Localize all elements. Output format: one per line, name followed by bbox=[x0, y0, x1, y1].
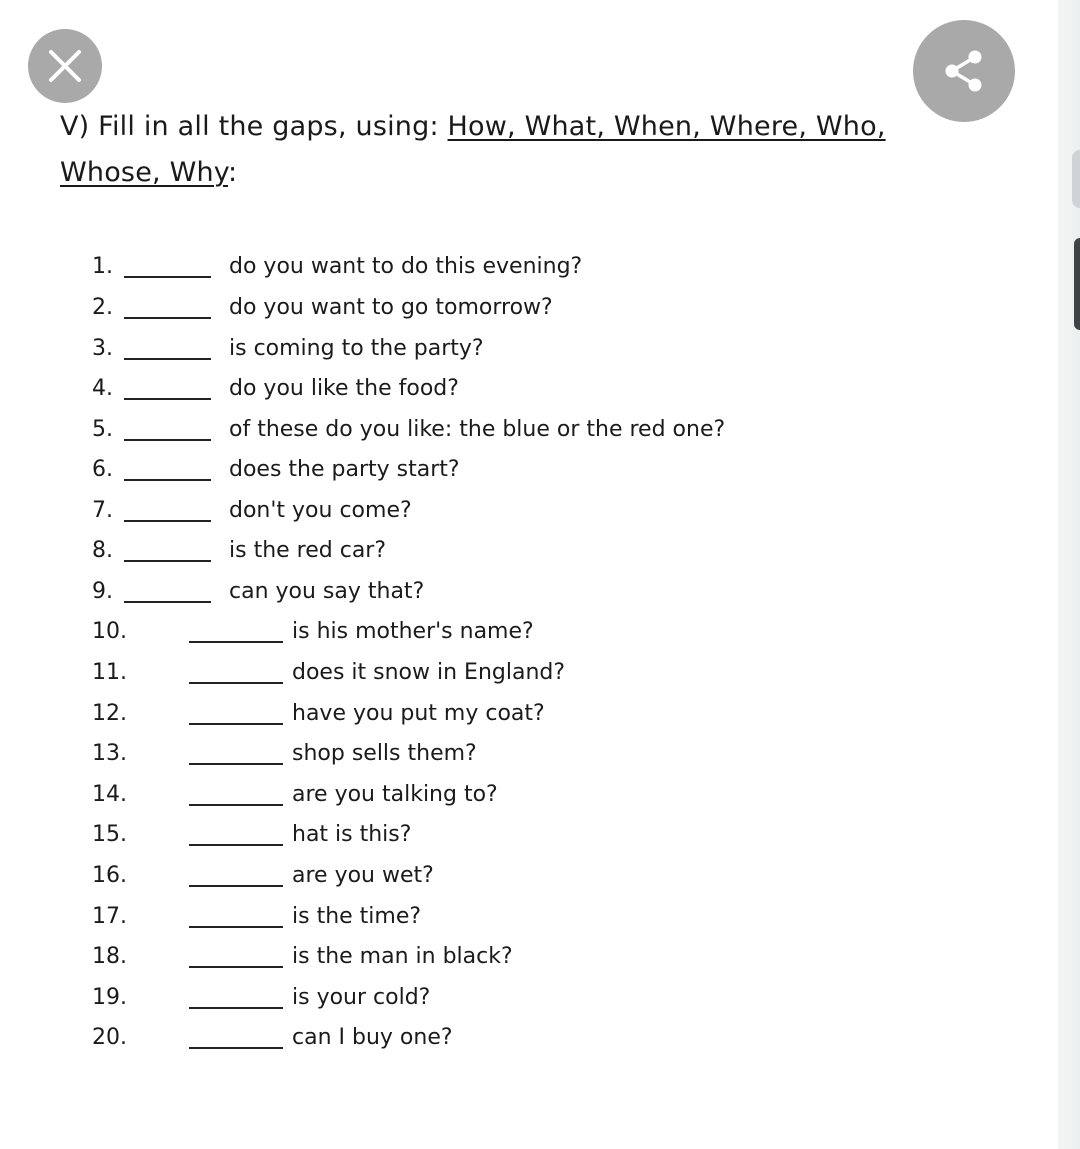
question-number: 3. bbox=[92, 336, 113, 361]
edge-tab-dark bbox=[1074, 238, 1080, 330]
question-text: is your cold? bbox=[292, 985, 431, 1010]
instruction-heading bbox=[60, 104, 960, 196]
answer-blank[interactable] bbox=[124, 317, 211, 319]
question-item bbox=[92, 739, 852, 775]
question-item bbox=[92, 496, 852, 532]
question-text: do you want to go tomorrow? bbox=[229, 295, 553, 320]
answer-blank[interactable] bbox=[189, 682, 283, 684]
word-list-line-1: How, What, When, Where, Who, bbox=[447, 111, 886, 142]
question-number: 19. bbox=[92, 985, 127, 1010]
question-item bbox=[92, 699, 852, 735]
question-item bbox=[92, 861, 852, 897]
question-item bbox=[92, 1023, 852, 1059]
answer-blank[interactable] bbox=[124, 439, 211, 441]
question-item bbox=[92, 334, 852, 370]
question-text: have you put my coat? bbox=[292, 701, 545, 726]
answer-blank[interactable] bbox=[124, 601, 211, 603]
question-text: don't you come? bbox=[229, 498, 412, 523]
instruction-prefix: V) Fill in all the gaps, using: bbox=[60, 111, 448, 142]
answer-blank[interactable] bbox=[189, 1047, 283, 1049]
question-number: 5. bbox=[92, 417, 113, 442]
edge-tab bbox=[1072, 150, 1080, 208]
question-item bbox=[92, 902, 852, 938]
answer-blank[interactable] bbox=[189, 844, 283, 846]
question-number: 18. bbox=[92, 944, 127, 969]
question-text: does it snow in England? bbox=[292, 660, 566, 685]
question-number: 10. bbox=[92, 619, 127, 644]
question-number: 8. bbox=[92, 538, 113, 563]
question-text: can I buy one? bbox=[292, 1025, 453, 1050]
share-icon bbox=[938, 45, 990, 97]
question-number: 6. bbox=[92, 457, 113, 482]
answer-blank[interactable] bbox=[189, 723, 283, 725]
question-item bbox=[92, 617, 852, 653]
question-number: 1. bbox=[92, 254, 113, 279]
answer-blank[interactable] bbox=[189, 1007, 283, 1009]
question-number: 17. bbox=[92, 904, 127, 929]
answer-blank[interactable] bbox=[189, 641, 283, 643]
question-number: 14. bbox=[92, 782, 127, 807]
question-text: is his mother's name? bbox=[292, 619, 534, 644]
question-number: 9. bbox=[92, 579, 113, 604]
question-number: 16. bbox=[92, 863, 127, 888]
question-item bbox=[92, 415, 852, 451]
question-text: is the red car? bbox=[229, 538, 387, 563]
question-text: do you want to do this evening? bbox=[229, 254, 583, 279]
question-number: 7. bbox=[92, 498, 113, 523]
question-text: is the man in black? bbox=[292, 944, 513, 969]
answer-blank[interactable] bbox=[124, 560, 211, 562]
question-text: is coming to the party? bbox=[229, 336, 484, 361]
close-icon bbox=[45, 46, 85, 86]
question-item bbox=[92, 577, 852, 613]
question-item bbox=[92, 374, 852, 410]
question-number: 4. bbox=[92, 376, 113, 401]
question-item bbox=[92, 658, 852, 694]
question-number: 11. bbox=[92, 660, 127, 685]
question-item bbox=[92, 536, 852, 572]
answer-blank[interactable] bbox=[124, 358, 211, 360]
question-text: shop sells them? bbox=[292, 741, 477, 766]
instruction-suffix: : bbox=[228, 157, 238, 188]
answer-blank[interactable] bbox=[124, 520, 211, 522]
answer-blank[interactable] bbox=[189, 966, 283, 968]
question-text: are you talking to? bbox=[292, 782, 498, 807]
question-item bbox=[92, 252, 852, 288]
word-list-line-2: Whose, Why bbox=[60, 157, 228, 188]
question-item bbox=[92, 942, 852, 978]
close-button[interactable] bbox=[28, 29, 102, 103]
answer-blank[interactable] bbox=[124, 479, 211, 481]
question-item bbox=[92, 820, 852, 856]
question-text: do you like the food? bbox=[229, 376, 459, 401]
question-number: 12. bbox=[92, 701, 127, 726]
answer-blank[interactable] bbox=[189, 763, 283, 765]
question-item bbox=[92, 455, 852, 491]
answer-blank[interactable] bbox=[189, 885, 283, 887]
question-text: hat is this? bbox=[292, 822, 412, 847]
question-item bbox=[92, 293, 852, 329]
answer-blank[interactable] bbox=[189, 804, 283, 806]
question-item bbox=[92, 780, 852, 816]
question-number: 2. bbox=[92, 295, 113, 320]
question-text: of these do you like: the blue or the red one? bbox=[229, 417, 726, 442]
question-text: can you say that? bbox=[229, 579, 425, 604]
answer-blank[interactable] bbox=[189, 926, 283, 928]
answer-blank[interactable] bbox=[124, 398, 211, 400]
question-number: 13. bbox=[92, 741, 127, 766]
question-text: does the party start? bbox=[229, 457, 460, 482]
question-number: 15. bbox=[92, 822, 127, 847]
question-text: is the time? bbox=[292, 904, 422, 929]
question-number: 20. bbox=[92, 1025, 127, 1050]
question-text: are you wet? bbox=[292, 863, 434, 888]
answer-blank[interactable] bbox=[124, 276, 211, 278]
question-item bbox=[92, 983, 852, 1019]
